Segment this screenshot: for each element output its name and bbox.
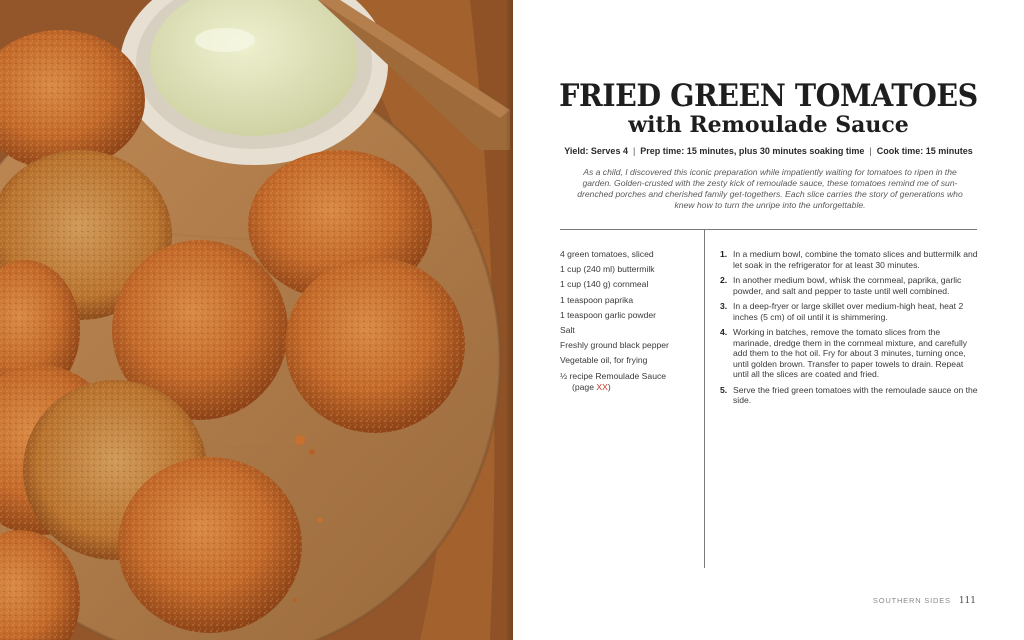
ingredients-list xyxy=(560,249,700,397)
ingredient-item: Freshly ground black pepper xyxy=(560,340,669,351)
step-text: In a deep-fryer or large skillet over medium-high heat, heat 2 inches (5 cm) of oil until it is shimmering. xyxy=(733,301,964,322)
step-text: In a medium bowl, combine the tomato slices and buttermilk and let soak in the refrigerator for at least 30 minutes. xyxy=(733,249,978,270)
ingredient-item: 1 cup (140 g) cornmeal xyxy=(560,279,649,290)
ingredient-item-remoulade xyxy=(560,371,700,393)
page-ref-prefix: (page xyxy=(572,381,597,392)
ingredient-item: Vegetable oil, for frying xyxy=(560,355,648,366)
cook-time-text: Cook time: 15 minutes xyxy=(876,146,973,156)
method-step xyxy=(720,249,978,270)
step-text: Serve the fried green tomatoes with the remoulade sauce on the side. xyxy=(733,384,978,405)
horizontal-divider xyxy=(560,229,977,230)
ingredient-item: 1 teaspoon garlic powder xyxy=(560,309,657,320)
step-number: 2. xyxy=(720,275,728,285)
recipe-title: FRIED GREEN TOMATOES xyxy=(559,78,978,114)
method-step xyxy=(720,327,978,380)
method-step xyxy=(720,301,978,322)
step-text: Working in batches, remove the tomato slices from the marinade, dredge them in the cornmeal mixture, and carefully add them to the hot oil. Fry for about 3 minutes, turning once, until golden brown. Transfer to paper towels to drain. Repeat until all the slices are coated and fried. xyxy=(733,327,968,379)
method-step xyxy=(720,275,978,296)
recipe-page xyxy=(513,0,1024,640)
meta-separator: | xyxy=(869,146,872,156)
step-text: In another medium bowl, whisk the cornmeal, paprika, garlic powder, and salt and pepper to taste until well combined. xyxy=(733,275,962,296)
section-name: SOUTHERN SIDES xyxy=(872,596,951,605)
method-steps xyxy=(720,249,978,411)
recipe-intro: As a child, I discovered this iconic preparation while impatiently waiting for tomatoes to ripen in the garden. Golden-crusted with the zesty kick of remoulade sauce, these tomatoes remind me of sun-drenched porches and cherished family get-togethers. Each slice carries the story of generations who knew how to turn the unripe into the unforgettable. xyxy=(577,167,963,210)
step-number: 4. xyxy=(720,327,728,337)
recipe-subtitle: with Remoulade Sauce xyxy=(628,112,909,138)
prep-time-text: Prep time: 15 minutes, plus 30 minutes soaking time xyxy=(640,146,865,156)
meta-separator: | xyxy=(632,146,636,156)
ingredient-line: ½ recipe Remoulade Sauce xyxy=(560,370,667,381)
column-divider xyxy=(704,230,705,568)
page-number: 111 xyxy=(958,596,976,606)
recipe-meta xyxy=(513,146,1024,156)
step-number: 5. xyxy=(720,384,728,395)
page-ref-link[interactable]: XX xyxy=(596,381,608,392)
page-footer xyxy=(873,596,976,606)
step-number: 1. xyxy=(720,249,728,259)
ingredient-item: 4 green tomatoes, sliced xyxy=(560,249,654,259)
step-number: 3. xyxy=(720,301,728,311)
ingredient-item: 1 teaspoon paprika xyxy=(560,294,634,305)
method-step xyxy=(720,385,978,406)
ingredient-item: Salt xyxy=(560,324,575,335)
page-reference xyxy=(560,382,700,393)
ingredient-item: 1 cup (240 ml) buttermilk xyxy=(560,264,655,275)
yield-text: Yield: Serves 4 xyxy=(564,146,628,156)
page-ref-suffix: ) xyxy=(607,381,611,392)
